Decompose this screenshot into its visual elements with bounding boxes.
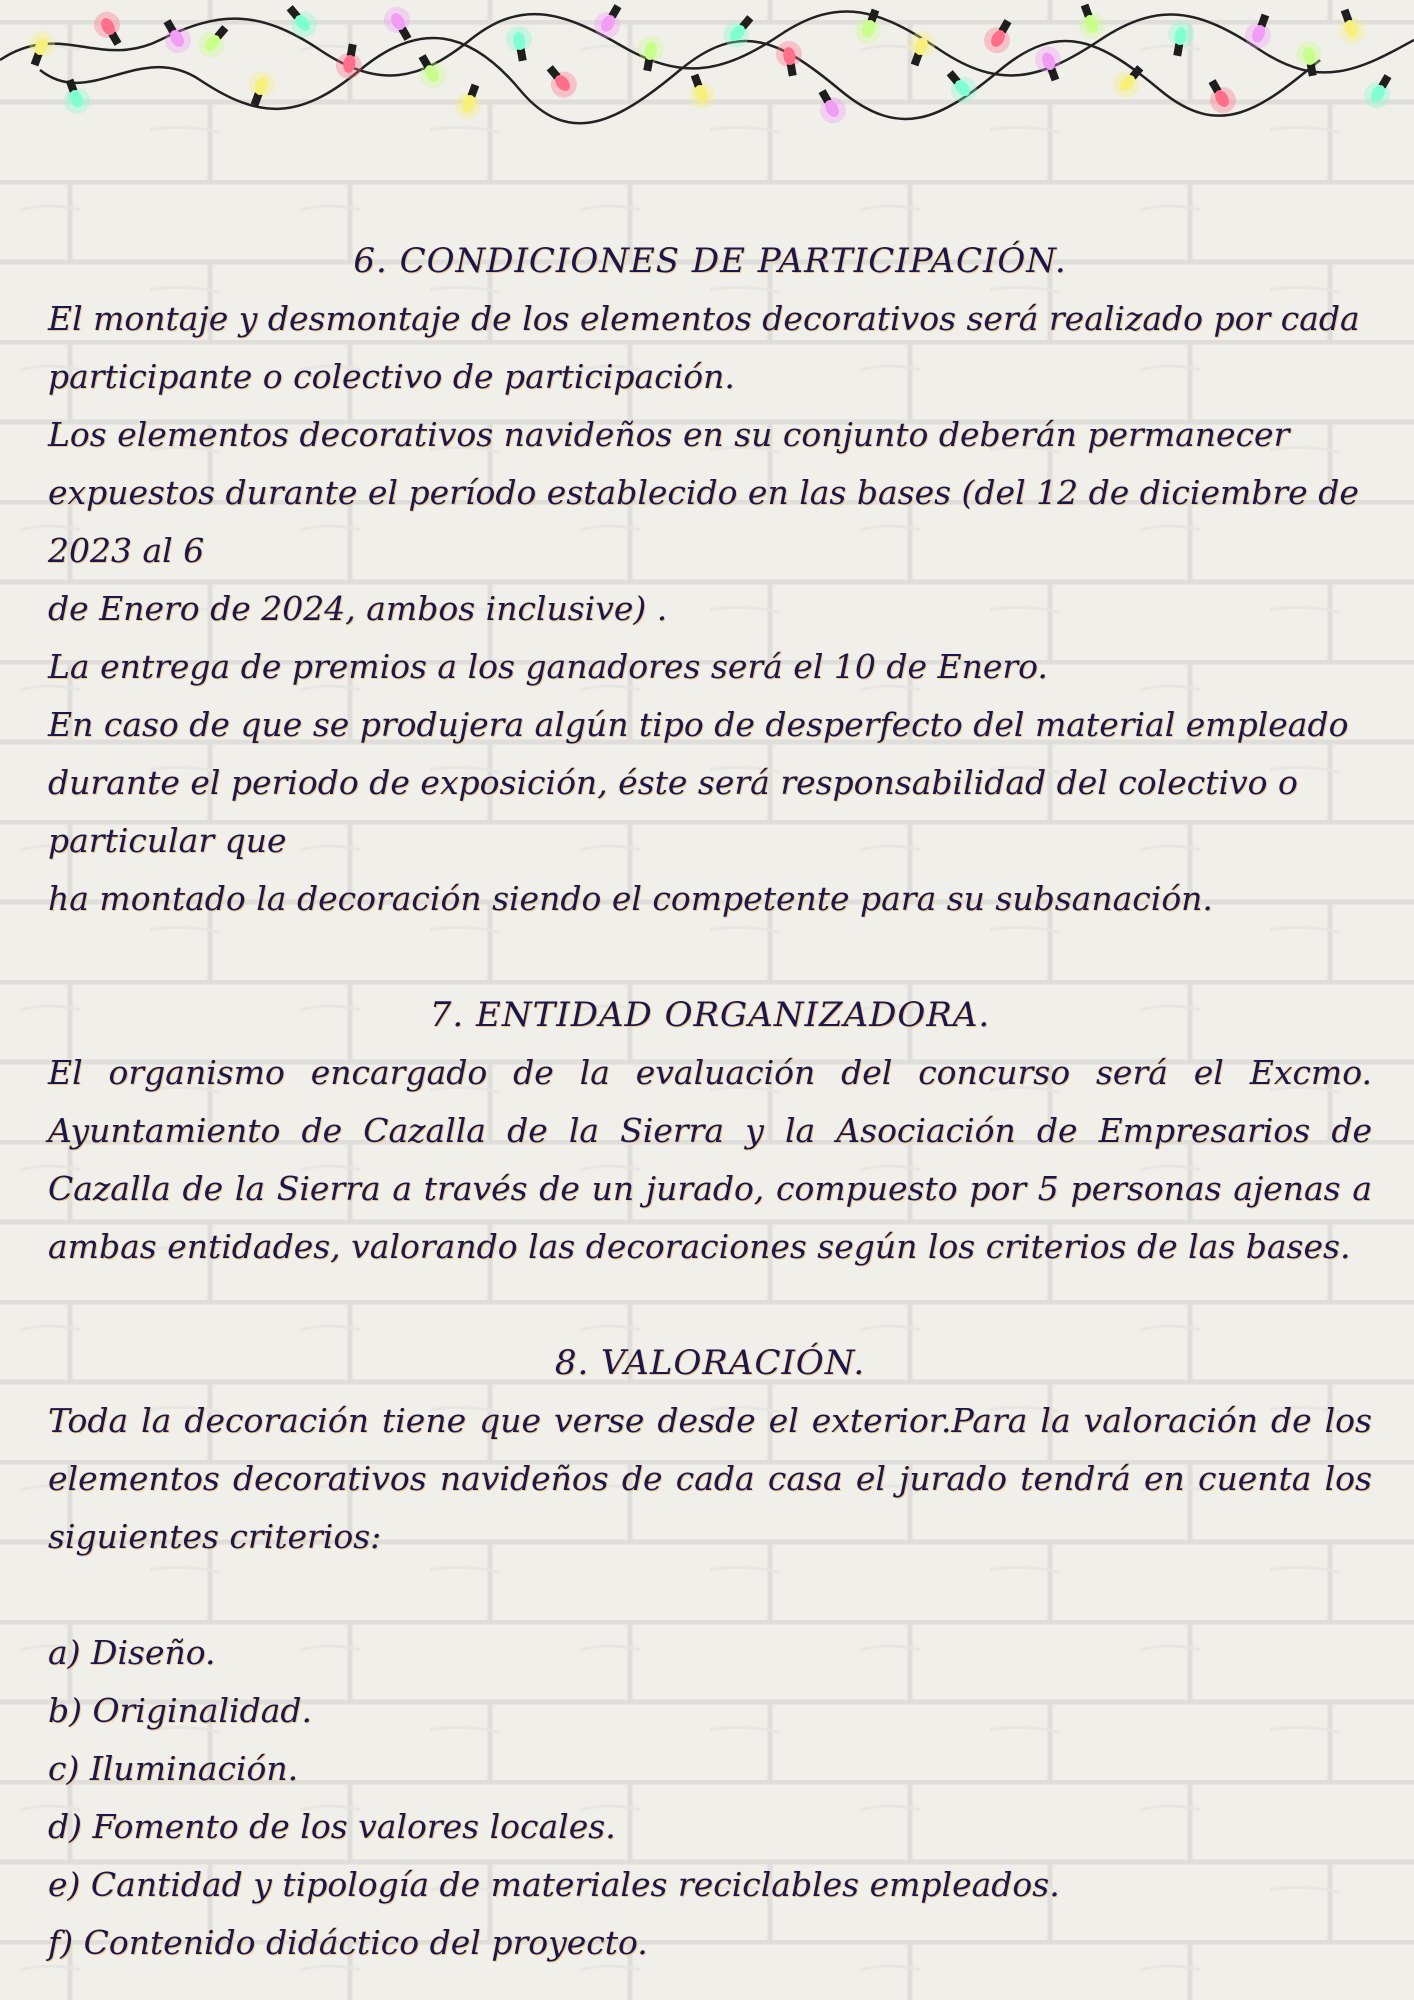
criterion-item: b) Originalidad. (48, 1691, 312, 1730)
light-bulb-icon (1072, 1, 1108, 43)
section-7-heading: 7. ENTIDAD ORGANIZADORA. (429, 995, 991, 1035)
section-6-line: ha montado la decoración siendo el competente para su subsanación. (48, 879, 1213, 918)
light-bulb-icon (1359, 70, 1399, 113)
light-bulb-icon (774, 39, 806, 78)
light-bulb-icon (902, 28, 938, 70)
light-bulb-icon (540, 59, 582, 103)
light-bulb-icon (334, 42, 366, 81)
section-8-paragraph: Toda la decoración tiene que verse desde el exterior.Para la valoración de los elementos decorativos navideños de cada casa el jurado tendrá en cuenta los siguientes criterios: (48, 1401, 1372, 1556)
light-bulb-icon (379, 2, 419, 45)
spacer (48, 1276, 1372, 1334)
criterion-item: d) Fomento de los valores locales. (48, 1807, 616, 1846)
spacer (48, 928, 1372, 986)
section-7-organizing-entity (48, 986, 1372, 1276)
section-6-participation-conditions (48, 232, 1372, 928)
light-bulb-icon (589, 0, 629, 43)
light-bulb-icon (940, 64, 982, 108)
criterion-item: a) Diseño. (48, 1633, 216, 1672)
light-bulb-icon (280, 0, 322, 43)
section-6-line: La entrega de premios a los ganadores será el 10 de Enero. (48, 647, 1048, 686)
light-bulb-icon (1332, 6, 1368, 48)
document-body (48, 232, 1372, 1972)
section-8-heading: 8. VALORACIÓN. (554, 1343, 866, 1383)
light-bulb-icon (682, 71, 718, 113)
section-6-line: participante o colectivo de participación. (48, 357, 735, 396)
section-6-heading: 6. CONDICIONES DE PARTICIPACIÓN. (353, 241, 1067, 281)
section-7-paragraph: El organismo encargado de la evaluación del concurso será el Excmo. Ayuntamiento de Cazalla de la Sierra y la Asociación de Empresarios de Cazalla de la Sierra a través de un jurado, compuesto por 5 personas ajenas a ambas entidades, valorando las decoraciones según los criterios de las bases. (48, 1053, 1372, 1266)
section-6-line: El montaje y desmontaje de los elementos decorativos será realizado por cada (48, 299, 1360, 338)
light-bulb-icon (1241, 11, 1277, 53)
section-6-line: expuestos durante el período establecido en las bases (del 12 de diciembre de 2023 al 6 (48, 473, 1359, 570)
section-6-line: de Enero de 2024, ambos inclusive) . (48, 589, 668, 628)
section-6-body (48, 290, 1372, 928)
light-bulb-icon (89, 7, 129, 50)
criterion-item: f) Contenido didáctico del proyecto. (48, 1923, 648, 1962)
light-bulb-icon (1164, 19, 1196, 58)
criterion-item: e) Cantidad y tipología de materiales reciclables empleados. (48, 1865, 1060, 1904)
light-bulb-icon (811, 85, 851, 128)
string-lights-garland (0, 0, 1414, 170)
light-bulb-icon (193, 19, 235, 63)
light-bulb-icon (504, 24, 536, 63)
spacer (48, 1566, 1372, 1624)
light-bulb-icon (22, 28, 58, 70)
light-bulb-icon (634, 34, 666, 73)
criterion-item: c) Iluminación. (48, 1749, 299, 1788)
section-8-valuation (48, 1334, 1372, 1972)
light-bulb-icon (1031, 43, 1067, 85)
light-bulb-icon (451, 81, 487, 123)
section-6-line: durante el periodo de exposición, éste será responsabilidad del colectivo o particular que (48, 763, 1298, 860)
criteria-list (48, 1624, 1372, 1972)
light-bulb-icon (718, 9, 760, 53)
section-6-line: En caso de que se produjera algún tipo de desperfecto del material empleado (48, 705, 1349, 744)
light-bulb-icon (156, 15, 196, 58)
section-6-line: Los elementos decorativos navideños en su conjunto deberán permanecer (48, 415, 1290, 454)
light-bulb-icon (979, 15, 1019, 58)
light-bulb-icon (1201, 75, 1241, 118)
